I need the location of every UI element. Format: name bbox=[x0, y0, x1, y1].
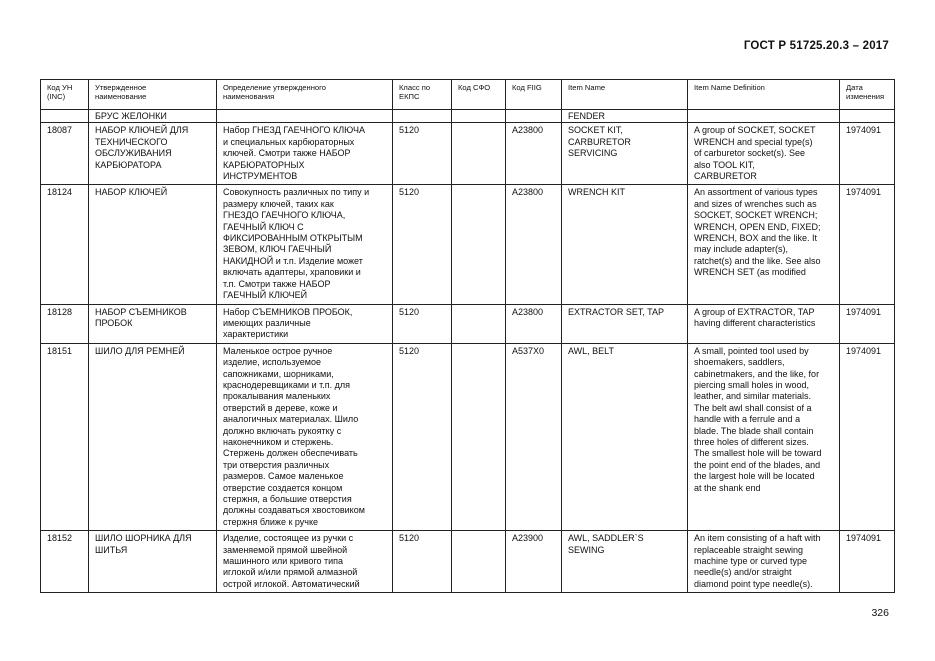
col-header-sfo: Код СФО bbox=[452, 80, 506, 110]
cell-fiig: A537X0 bbox=[506, 343, 562, 531]
cell-class: 5120 bbox=[393, 123, 452, 185]
cell-item-name: AWL, SADDLER`S SEWING bbox=[562, 531, 688, 593]
cell-class: 5120 bbox=[393, 343, 452, 531]
cell-change-date: 1974091 bbox=[840, 343, 895, 531]
col-header-item-definition: Item Name Definition bbox=[688, 80, 840, 110]
cell-sfo bbox=[452, 343, 506, 531]
cell-definition: Маленькое острое ручное изделие, используемое сапожниками, шорниками, краснодеревщиками и т.п. для прокалывания маленьких отверстий в дереве, коже и аналогичных материалах. Шило должно включать рукоятку с наконечником и стержень. Стержень должен обеспечивать три отверстия различных размеров. Самое маленькое отверстие создается концом стержня, а большие отверстия должны создаваться хвостовиком стержня ближе к ручке bbox=[217, 343, 393, 531]
cell-inc: 18152 bbox=[41, 531, 89, 593]
table-row bbox=[41, 304, 895, 343]
cell-item-name: WRENCH KIT bbox=[562, 185, 688, 304]
cell-change-date: 1974091 bbox=[840, 304, 895, 343]
cell-change-date: 1974091 bbox=[840, 185, 895, 304]
cell-fiig: A23800 bbox=[506, 123, 562, 185]
document-code: ГОСТ Р 51725.20.3 – 2017 bbox=[743, 40, 889, 52]
table-row bbox=[41, 110, 895, 123]
cell-item-name: FENDER bbox=[562, 110, 688, 123]
cell-item-name: SOCKET KIT, CARBURETOR SERVICING bbox=[562, 123, 688, 185]
cell-fiig: A23800 bbox=[506, 185, 562, 304]
cell-change-date: 1974091 bbox=[840, 123, 895, 185]
cell-class bbox=[393, 110, 452, 123]
cell-fiig: A23800 bbox=[506, 304, 562, 343]
cell-item-definition: An item consisting of a haft with replaceable straight sewing machine type or curved type needle(s) and/or straight diamond point type needle(s). bbox=[688, 531, 840, 593]
cell-class: 5120 bbox=[393, 304, 452, 343]
cell-item-name: AWL, BELT bbox=[562, 343, 688, 531]
data-table bbox=[40, 79, 895, 593]
cell-class: 5120 bbox=[393, 531, 452, 593]
cell-sfo bbox=[452, 185, 506, 304]
cell-definition: Набор СЪЕМНИКОВ ПРОБОК, имеющих различные характеристики bbox=[217, 304, 393, 343]
cell-fiig bbox=[506, 110, 562, 123]
page-number: 326 bbox=[871, 607, 889, 619]
cell-approved-name: БРУС ЖЕЛОНКИ bbox=[89, 110, 217, 123]
cell-approved-name: НАБОР СЪЕМНИКОВ ПРОБОК bbox=[89, 304, 217, 343]
col-header-item-name: Item Name bbox=[562, 80, 688, 110]
cell-definition: Набор ГНЕЗД ГАЕЧНОГО КЛЮЧА и специальных карбюраторных ключей. Смотри также НАБОР КАРБЮРАТОРНЫХ ИНСТРУМЕНТОВ bbox=[217, 123, 393, 185]
cell-item-definition bbox=[688, 110, 840, 123]
cell-fiig: A23900 bbox=[506, 531, 562, 593]
cell-sfo bbox=[452, 531, 506, 593]
table-row bbox=[41, 343, 895, 531]
cell-approved-name: ШИЛО ДЛЯ РЕМНЕЙ bbox=[89, 343, 217, 531]
col-header-definition: Определение утвержденного наименования bbox=[217, 80, 393, 110]
table-row bbox=[41, 531, 895, 593]
col-header-inc: Код УН (INC) bbox=[41, 80, 89, 110]
col-header-fiig: Код FIIG bbox=[506, 80, 562, 110]
cell-item-name: EXTRACTOR SET, TAP bbox=[562, 304, 688, 343]
cell-item-definition: A small, pointed tool used by shoemakers, saddlers, cabinetmakers, and the like, for piercing small holes in wood, leather, and similar materials. The belt awl shall consist of a handle with a ferrule and a blade. The blade shall contain three holes of different sizes. The smallest hole will be toward the point end of the blades, and the largest hole will be located at the shank end bbox=[688, 343, 840, 531]
cell-sfo bbox=[452, 110, 506, 123]
cell-approved-name: НАБОР КЛЮЧЕЙ bbox=[89, 185, 217, 304]
cell-definition bbox=[217, 110, 393, 123]
table-row bbox=[41, 123, 895, 185]
cell-change-date: 1974091 bbox=[840, 531, 895, 593]
col-header-approved-name: Утвержденное наименование bbox=[89, 80, 217, 110]
cell-definition: Совокупность различных по типу и размеру ключей, таких как ГНЕЗДО ГАЕЧНОГО КЛЮЧА, ГАЕЧНЫЙ КЛЮЧ С ФИКСИРОВАННЫМ ОТКРЫТЫМ ЗЕВОМ, КЛЮЧ ГАЕЧНЫЙ НАКИДНОЙ и т.п. Изделие может включать адаптеры, храповики и т.п. Смотри также НАБОР ГАЕЧНЫЙ КЛЮЧЕЙ bbox=[217, 185, 393, 304]
cell-inc: 18124 bbox=[41, 185, 89, 304]
table-row bbox=[41, 185, 895, 304]
cell-inc bbox=[41, 110, 89, 123]
cell-item-definition: A group of SOCKET, SOCKET WRENCH and special type(s) of carburetor socket(s). See also TOOL KIT, CARBURETOR bbox=[688, 123, 840, 185]
cell-item-definition: An assortment of various types and sizes of wrenches such as SOCKET, SOCKET WRENCH; WRENCH, OPEN END, FIXED; WRENCH, BOX and the like. It may include adapter(s), ratchet(s) and the like. See also WRENCH SET (as modified bbox=[688, 185, 840, 304]
table-header-row bbox=[41, 80, 895, 110]
cell-sfo bbox=[452, 123, 506, 185]
cell-definition: Изделие, состоящее из ручки с заменяемой прямой швейной машинного или кривого типа иглокой и/или прямой алмазной острой иглокой. Автоматический bbox=[217, 531, 393, 593]
col-header-class: Класс по ЕКПС bbox=[393, 80, 452, 110]
cell-inc: 18151 bbox=[41, 343, 89, 531]
cell-sfo bbox=[452, 304, 506, 343]
cell-change-date bbox=[840, 110, 895, 123]
cell-item-definition: A group of EXTRACTOR, TAP having different characteristics bbox=[688, 304, 840, 343]
cell-inc: 18087 bbox=[41, 123, 89, 185]
cell-approved-name: ШИЛО ШОРНИКА ДЛЯ ШИТЬЯ bbox=[89, 531, 217, 593]
cell-class: 5120 bbox=[393, 185, 452, 304]
cell-approved-name: НАБОР КЛЮЧЕЙ ДЛЯ ТЕХНИЧЕСКОГО ОБСЛУЖИВАНИЯ КАРБЮРАТОРА bbox=[89, 123, 217, 185]
col-header-change-date: Дата изменения bbox=[840, 80, 895, 110]
cell-inc: 18128 bbox=[41, 304, 89, 343]
